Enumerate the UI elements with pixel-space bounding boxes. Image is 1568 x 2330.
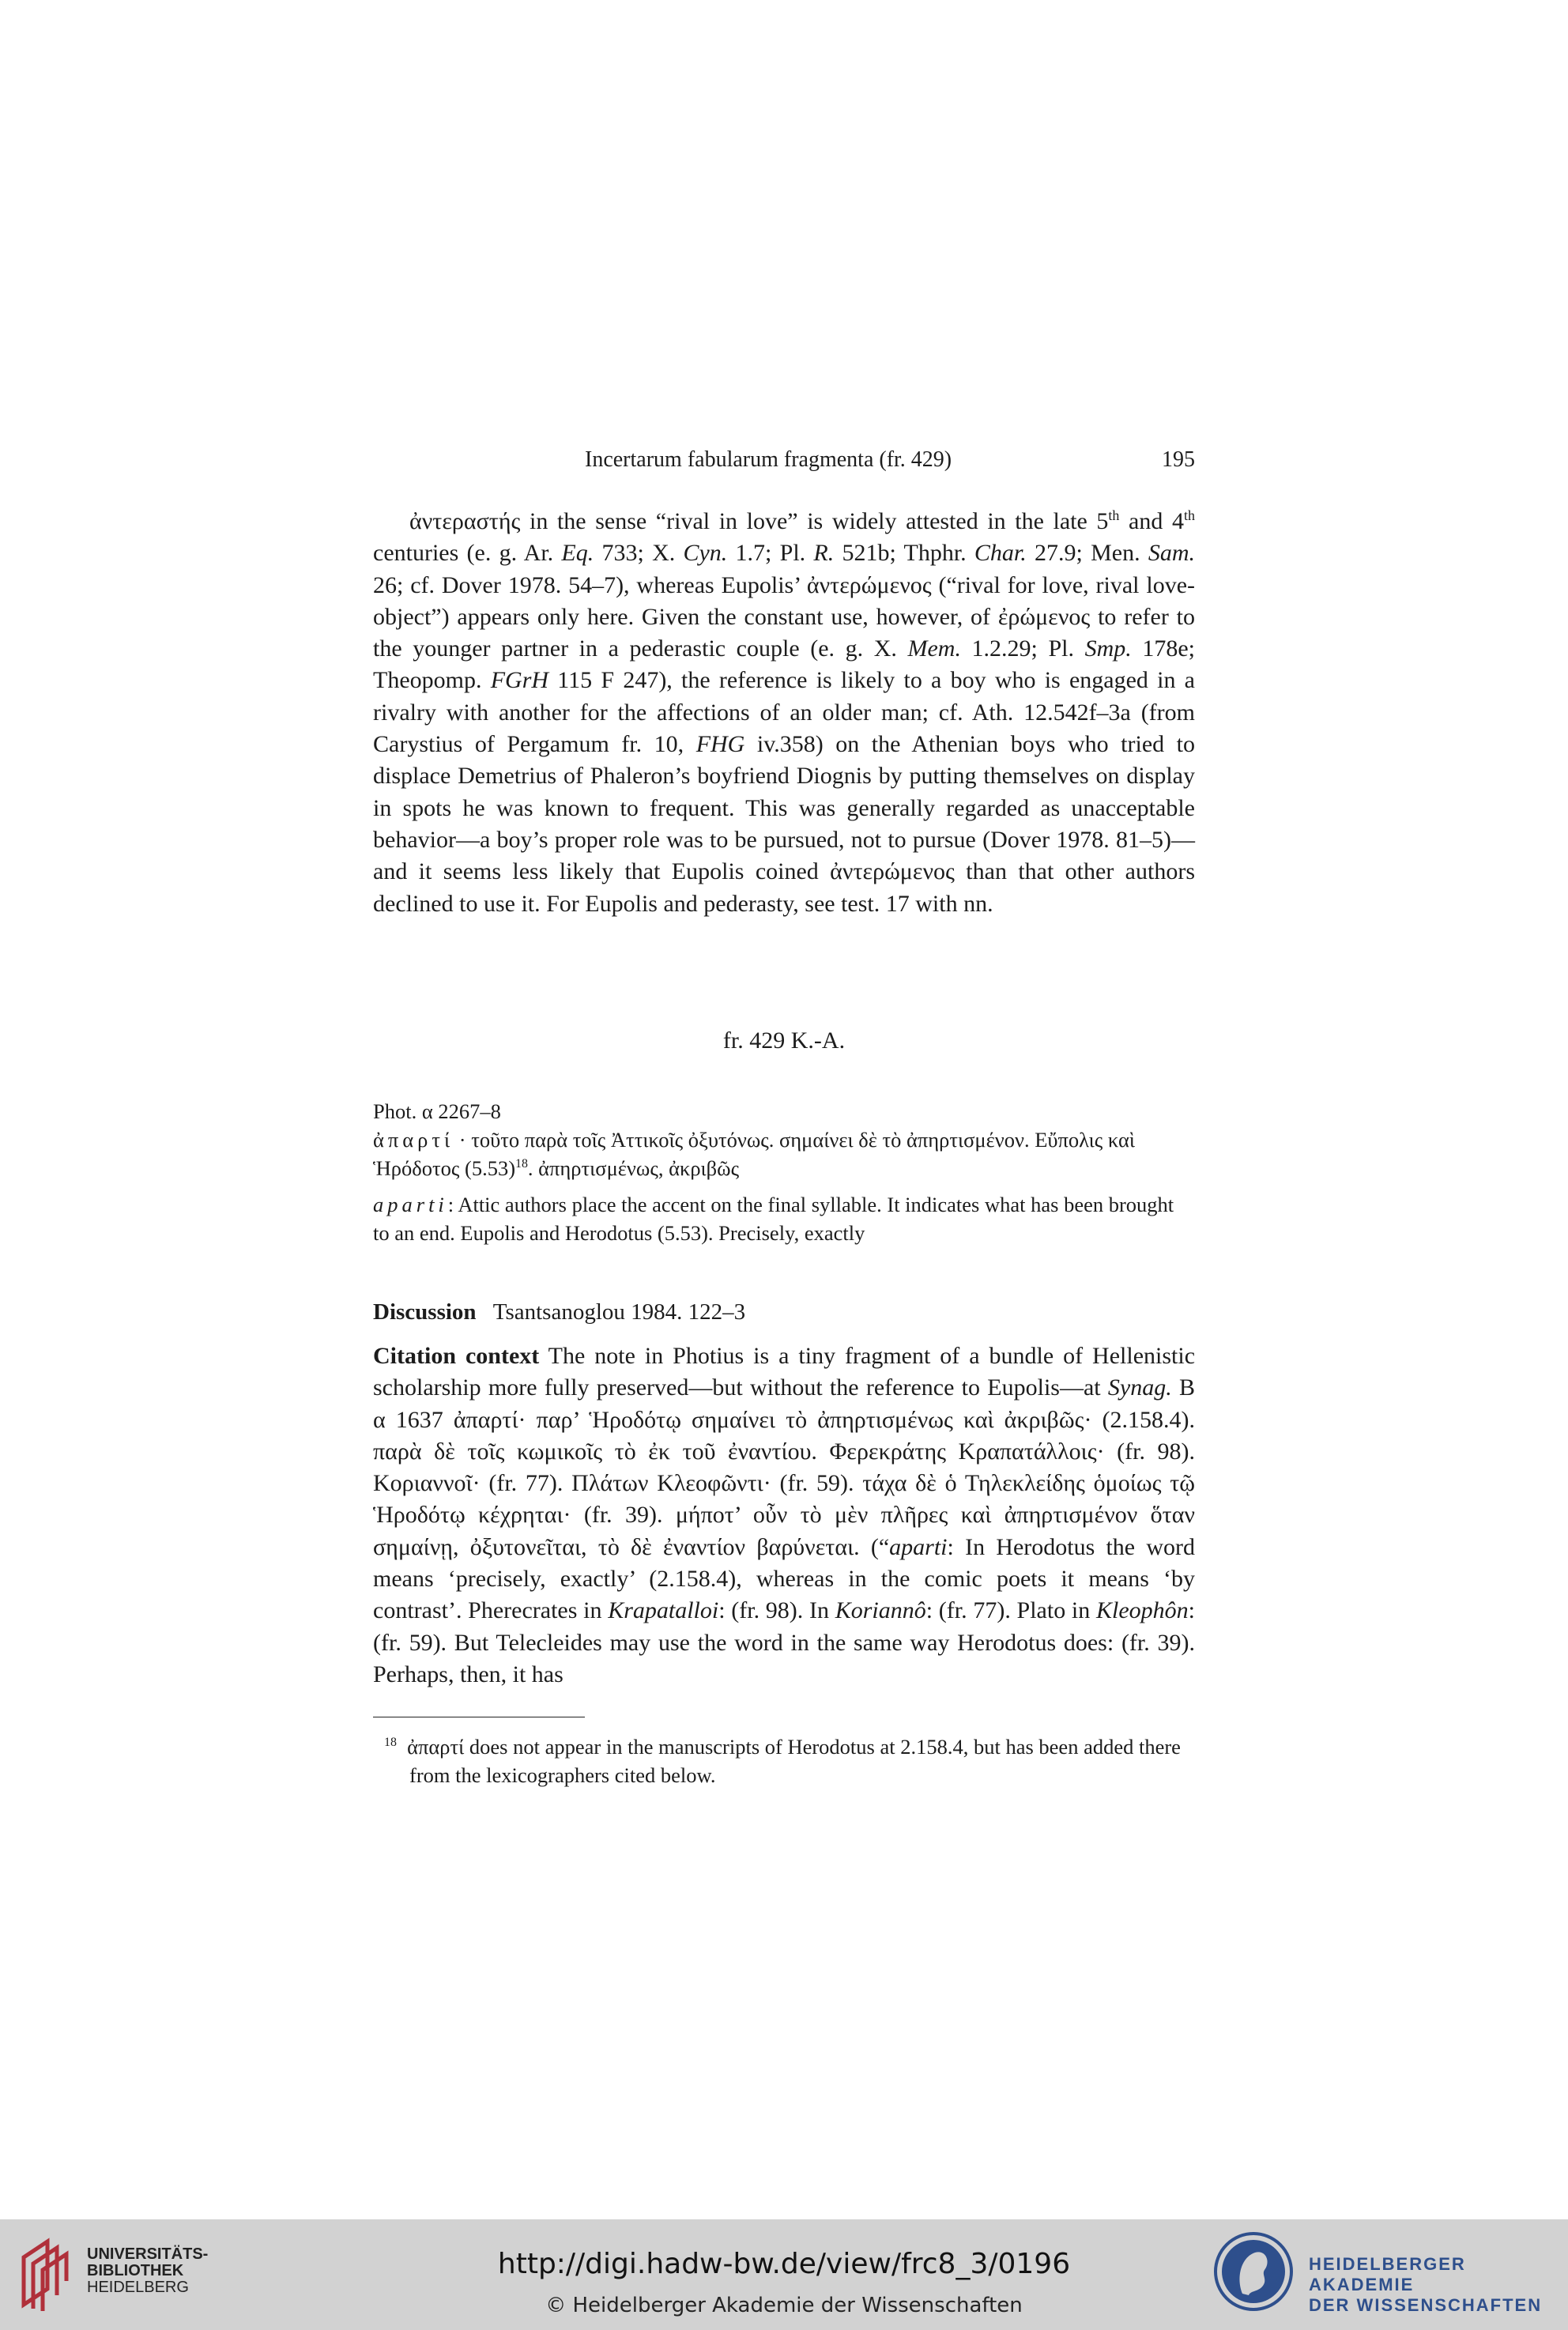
academy-name (1309, 2254, 1568, 2316)
text-run: : (fr. 98). In (718, 1597, 835, 1624)
work-abbrev: FGrH (490, 667, 549, 694)
play-title: Koriannô (835, 1597, 926, 1624)
source-reference: Phot. α 2267–8 (373, 1099, 501, 1123)
text-run: 26; cf. Dover 1978. 54–7), whereas Eupolis’ ἀντερώμενος (“rival for love, rival love-object”) appears only here. Given the constant use, however, of ἐρώμενος to refer to the younger partner in a pederastic couple (e. g. X. (373, 571, 1195, 662)
greek-text (373, 1125, 1195, 1182)
work-abbrev: Synag. (1107, 1374, 1172, 1401)
text-run: and 4 (1119, 508, 1184, 534)
work-abbrev: Cyn. (683, 540, 728, 567)
text-run: centuries (e. g. Ar. (373, 540, 562, 567)
discussion-label: Discussion (373, 1299, 477, 1325)
footnote-ref: 18 (515, 1157, 528, 1171)
work-abbrev: Char. (974, 540, 1027, 567)
lemma-translit: aparti (889, 1533, 948, 1560)
text-run: B α 1637 ἀπαρτί· παρ’ Ἡροδότῳ σημαίνει τὸ ἀπηρτισμένως καὶ ἀκριβῶς· (2.158.4). παρὰ δὲ τοῖς κωμικοῖς τὸ ἐκ τοῦ ἐναντίου. Φερεκράτης Κραπατάλλοις· (fr. 98). Κοριαννοῖ· (fr. 77). Πλάτων Κλεοφῶντι· (fr. 59). τάχα δὲ ὁ Τηλεκλείδης ὁμοίως τῷ Ἡροδότῳ κέχρηται· (fr. 39). μήποτ’ οὖν τὸ μὲν πλῆρες καὶ ἀπηρτισμένον ὅταν σημαίνῃ, ὀξυτονεῖται, τὸ δὲ ἐναντίον βαρύνεται. (“ (373, 1374, 1196, 1560)
work-abbrev: Smp. (1084, 635, 1132, 662)
text-run: The note in Photius is a tiny fragment of a bundle of Hellenistic scholarship more fully preserved—but without the reference to Eupolis—at (373, 1343, 1196, 1401)
citation-context (373, 1340, 1195, 1691)
superscript: th (1108, 507, 1120, 523)
superscript: th (1183, 507, 1195, 523)
footer-bar (0, 2219, 1568, 2330)
work-abbrev: Sam. (1148, 540, 1196, 567)
running-head-title: Incertarum fabularum fragmenta (fr. 429) (585, 447, 952, 472)
logo-line: BIBLIOTHEK (87, 2262, 184, 2279)
text-run: · τοῦτο παρὰ τοῖς Ἀττικοῖς ὀξυτόνως. σημαίνει δὲ τὸ ἀπηρτισμένον. Εὔπολις καὶ Ἡρόδοτος (5.53) (373, 1128, 1136, 1180)
fragment-heading: fr. 429 K.-A. (722, 1027, 846, 1054)
text-run: 733; X. (594, 540, 684, 567)
lemma-translit: aparti (373, 1193, 448, 1216)
text-run: 115 F 247), the reference is likely to a boy who is engaged in a rivalry with another for the affections of an older man; cf. Ath. 12.542f–3a (from Carystius of Pergamum fr. 10, (373, 667, 1196, 758)
text-run: ἀντεραστής in the sense “rival in love” is widely attested in the late 5 (409, 508, 1109, 534)
work-abbrev: Mem. (907, 635, 961, 662)
logo-line: UNIVERSITÄTS- (87, 2245, 209, 2263)
logo-line: HEIDELBERGER AKADEMIE (1309, 2254, 1466, 2294)
text-run: : Attic authors place the accent on the final syllable. It indicates what has been brought to an end. Eupolis and Herodotus (5.53). Precisely, exactly (373, 1193, 1174, 1245)
text-run: : (fr. 77). Plato in (925, 1597, 1096, 1624)
work-abbrev: Eq. (561, 540, 594, 567)
academy-seal-icon (1212, 2230, 1295, 2313)
text-run: 178e; Theopomp. (373, 635, 1195, 694)
logo-line: DER WISSENSCHAFTEN (1309, 2295, 1543, 2315)
citation-label: Citation context (373, 1343, 540, 1369)
text-run: 27.9; Men. (1026, 540, 1148, 567)
text-run: : (fr. 59). But Telecleides may use the word in the same way Herodotus does: (fr. 39). Perhaps, then, it has (373, 1597, 1195, 1687)
footnote-number: 18 (384, 1736, 397, 1750)
text-run: : In Herodotus the word means ‘precisely, exactly’ (2.158.4), whereas in the comic poets it means ‘by contrast’. Pherecrates in (373, 1533, 1195, 1624)
play-title: Krapatalloi (608, 1597, 719, 1624)
play-title: Kleophôn (1095, 1597, 1189, 1624)
translation (373, 1190, 1195, 1247)
text-run: 1.2.29; Pl. (960, 635, 1085, 662)
lemma: ἀπαρτί (373, 1128, 454, 1152)
work-abbrev: R. (813, 540, 835, 567)
footnote-text: ἀπαρτί does not appear in the manuscripts of Herodotus at 2.158.4, but has been added there from the lexicographers cited below. (407, 1735, 1181, 1787)
page-number: 195 (1162, 447, 1195, 472)
discussion-text: Tsantsanoglou 1984. 122–3 (492, 1299, 746, 1325)
running-head (373, 447, 1195, 479)
work-abbrev: FHG (695, 731, 745, 758)
text-run: 1.7; Pl. (727, 540, 814, 567)
commentary-paragraph (373, 506, 1195, 920)
fragment-source (373, 1097, 1195, 1247)
logo-line: HEIDELBERG (87, 2279, 189, 2296)
text-run: iv.358) on the Athenian boys who tried to displace Demetrius of Phaleron’s boyfriend Diognis by putting themselves on display in spots he was known to frequent. This was generally regarded as unacceptable behavior—a boy’s proper role was to be pursued, not to pursue (Dover 1978. 81–5)—and it seems less likely that Eupolis coined ἀντερώμενος than that other authors declined to use it. For Eupolis and pederasty, see test. 17 with nn. (373, 731, 1195, 917)
text-run: 521b; Thphr. (834, 540, 974, 567)
discussion-line (373, 1299, 1195, 1325)
copyright-notice: © Heidelberger Akademie der Wissenschaften (545, 2294, 1023, 2317)
permalink-url[interactable]: http://digi.hadw-bw.de/view/frc8_3/0196 (497, 2248, 1071, 2280)
footnote (373, 1732, 1195, 1789)
text-run: . ἀπηρτισμένως, ἀκριβῶς (527, 1156, 740, 1180)
